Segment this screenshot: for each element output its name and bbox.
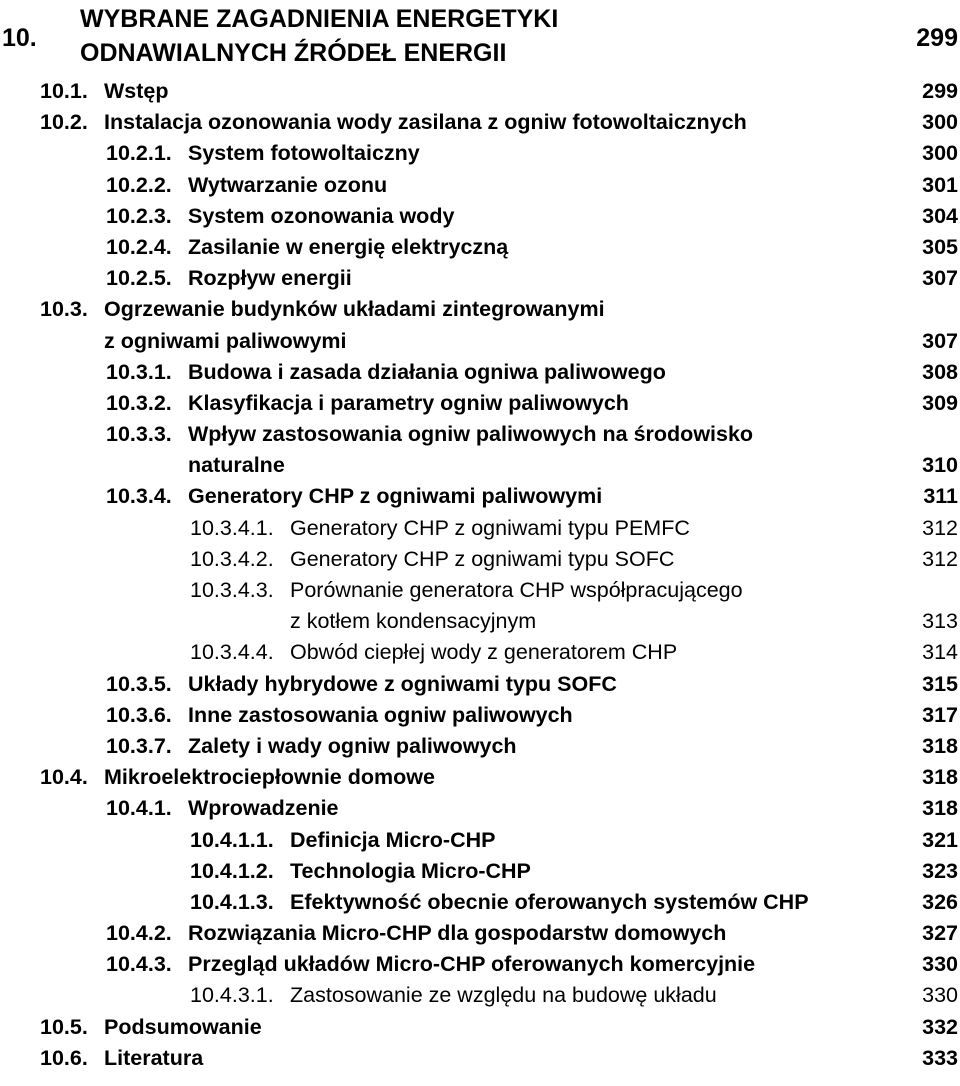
toc-entry-10-3[interactable] — [0, 294, 960, 356]
toc-page: 313 — [922, 609, 958, 634]
toc-page: 300 — [922, 141, 958, 166]
toc-number: 10.4.3.1. — [190, 983, 274, 1008]
toc-entry-10-2-4[interactable] — [0, 232, 960, 263]
toc-number: 10.2.4. — [106, 234, 172, 259]
toc-number: 10.3.6. — [106, 702, 172, 727]
toc-title: Rozpływ energii — [188, 266, 352, 291]
toc-title: Literatura — [104, 1045, 204, 1070]
toc-title: Generatory CHP z ogniwami paliwowymi — [188, 484, 603, 509]
toc-title-line-1: Wpływ zastosowania ogniw paliwowych na środowisko — [188, 422, 754, 447]
toc-entry-10-4-3-1[interactable] — [0, 980, 960, 1011]
toc-number: 10.5. — [40, 1014, 88, 1039]
toc-page: 300 — [922, 110, 958, 135]
toc-title: Inne zastosowania ogniw paliwowych — [188, 702, 573, 727]
toc-page: 323 — [922, 858, 958, 883]
toc-page: 326 — [922, 889, 958, 914]
toc-number: 10.3.3. — [106, 422, 172, 447]
toc-number: 10.3.7. — [106, 733, 172, 758]
toc-page: 309 — [922, 390, 958, 415]
toc-number: 10.2.3. — [106, 203, 172, 228]
toc-number: 10.3.5. — [106, 671, 172, 696]
toc-page: 315 — [922, 671, 958, 696]
table-of-contents — [0, 76, 960, 1074]
toc-number: 10.4.2. — [106, 921, 172, 946]
toc-entry-10-3-3[interactable] — [0, 419, 960, 481]
toc-page: 321 — [922, 827, 958, 852]
toc-page: 317 — [922, 702, 958, 727]
chapter-title-line-1: WYBRANE ZAGADNIENIA ENERGETYKI — [80, 5, 559, 33]
toc-page: 311 — [923, 484, 958, 509]
toc-entry-10-2[interactable] — [0, 107, 960, 138]
toc-entry-10-4-3[interactable] — [0, 949, 960, 980]
toc-page: 318 — [922, 796, 958, 821]
toc-title: Definicja Micro-CHP — [290, 827, 496, 852]
toc-title: Efektywność obecnie oferowanych systemów CHP — [290, 889, 809, 914]
toc-title — [290, 575, 743, 637]
toc-entry-10-4[interactable] — [0, 762, 960, 793]
chapter-number: 10. — [2, 24, 37, 52]
toc-title: Układy hybrydowe z ogniwami typu SOFC — [188, 671, 617, 696]
toc-title: Wstęp — [104, 79, 169, 103]
toc-page: 312 — [922, 546, 958, 571]
toc-title: Przegląd układów Micro-CHP oferowanych komercyjnie — [188, 952, 756, 977]
toc-title: Klasyfikacja i parametry ogniw paliwowych — [188, 390, 629, 415]
toc-number: 10.3.4.2. — [190, 546, 274, 571]
toc-page: 301 — [922, 172, 958, 197]
toc-title-line-1: Ogrzewanie budynków układami zintegrowanymi — [104, 297, 605, 322]
toc-page: 330 — [922, 952, 958, 977]
toc-page: 327 — [922, 921, 958, 946]
toc-title-line-2: z kotłem kondensacyjnym — [290, 609, 537, 634]
toc-title: Rozwiązania Micro-CHP dla gospodarstw domowych — [188, 921, 727, 946]
toc-title: Wprowadzenie — [188, 796, 339, 821]
toc-title-line-2: naturalne — [188, 453, 285, 478]
toc-page: 308 — [922, 359, 958, 384]
toc-page: 330 — [922, 983, 958, 1008]
toc-title: Budowa i zasada działania ogniwa paliwowego — [188, 359, 666, 384]
toc-page: 314 — [922, 640, 958, 665]
toc-number: 10.4.1. — [106, 796, 172, 821]
toc-title: System fotowoltaiczny — [188, 141, 420, 166]
toc-entry-10-4-1-1[interactable] — [0, 825, 960, 856]
toc-entry-10-3-4[interactable] — [0, 481, 960, 512]
toc-title — [104, 294, 605, 356]
toc-title: Technologia Micro-CHP — [290, 858, 531, 883]
toc-entry-10-6[interactable] — [0, 1043, 960, 1074]
toc-number: 10.3.4. — [106, 484, 172, 509]
toc-page: 307 — [922, 266, 958, 291]
toc-number: 10.1. — [40, 79, 88, 103]
toc-entry-10-3-4-3[interactable] — [0, 575, 960, 637]
toc-number: 10.6. — [40, 1045, 88, 1070]
toc-entry-10-2-5[interactable] — [0, 263, 960, 294]
toc-entry-10-3-5[interactable] — [0, 669, 960, 700]
toc-number: 10.3.1. — [106, 359, 172, 384]
toc-number: 10.4.3. — [106, 952, 172, 977]
toc-entry-10-3-4-4[interactable] — [0, 637, 960, 668]
toc-page: 332 — [922, 1014, 958, 1039]
toc-entry-10-4-1-2[interactable] — [0, 856, 960, 887]
toc-number: 10.3. — [40, 297, 88, 322]
toc-number: 10.3.2. — [106, 390, 172, 415]
toc-page: 310 — [922, 453, 958, 478]
toc-title: Mikroelektrociepłownie domowe — [104, 765, 435, 790]
toc-number: 10.3.4.1. — [190, 515, 274, 540]
toc-title: System ozonowania wody — [188, 203, 455, 228]
toc-page: 318 — [922, 733, 958, 758]
toc-title: Obwód ciepłej wody z generatorem CHP — [290, 640, 678, 665]
chapter-heading — [0, 0, 960, 76]
chapter-title-line-2: ODNAWIALNYCH ŹRÓDEŁ ENERGII — [80, 39, 507, 67]
toc-page: 307 — [922, 328, 958, 353]
toc-title: Zastosowanie ze względu na budowę układu — [290, 983, 717, 1008]
toc-title: Instalacja ozonowania wody zasilana z ogniw fotowoltaicznych — [104, 110, 747, 135]
toc-number: 10.2.5. — [106, 266, 172, 291]
toc-title-line-2: z ogniwami paliwowymi — [104, 328, 347, 353]
toc-title: Generatory CHP z ogniwami typu PEMFC — [290, 515, 690, 540]
toc-page: 333 — [922, 1045, 958, 1070]
toc-title — [188, 419, 753, 481]
toc-title: Generatory CHP z ogniwami typu SOFC — [290, 546, 675, 571]
toc-entry-10-2-3[interactable] — [0, 201, 960, 232]
chapter-page-number: 299 — [916, 24, 958, 52]
toc-title: Podsumowanie — [104, 1014, 262, 1039]
toc-number: 10.4. — [40, 765, 88, 790]
toc-entry-10-2-2[interactable] — [0, 170, 960, 201]
toc-page: 299 — [922, 78, 958, 103]
toc-page: 304 — [922, 203, 958, 228]
toc-entry-10-1[interactable] — [0, 76, 960, 107]
toc-title: Zasilanie w energię elektryczną — [188, 234, 509, 259]
toc-entry-10-3-4-1[interactable] — [0, 513, 960, 544]
toc-number: 10.3.4.3. — [190, 578, 274, 603]
toc-title: Zalety i wady ogniw paliwowych — [188, 733, 517, 758]
toc-entry-10-4-1-3[interactable] — [0, 887, 960, 918]
toc-entry-10-3-6[interactable] — [0, 700, 960, 731]
toc-page: 305 — [922, 234, 958, 259]
toc-number: 10.4.1.3. — [190, 889, 274, 914]
toc-page: 318 — [922, 765, 958, 790]
toc-entry-10-3-2[interactable] — [0, 388, 960, 419]
toc-entry-10-3-7[interactable] — [0, 731, 960, 762]
toc-page: 312 — [922, 515, 958, 540]
chapter-title — [80, 2, 558, 70]
toc-entry-10-4-2[interactable] — [0, 918, 960, 949]
toc-entry-10-3-4-2[interactable] — [0, 544, 960, 575]
toc-entry-10-5[interactable] — [0, 1012, 960, 1043]
toc-entry-10-2-1[interactable] — [0, 138, 960, 169]
toc-number: 10.2. — [40, 110, 88, 135]
toc-title: Wytwarzanie ozonu — [188, 172, 388, 197]
toc-number: 10.2.2. — [106, 172, 172, 197]
toc-number: 10.2.1. — [106, 141, 172, 166]
toc-entry-10-4-1[interactable] — [0, 793, 960, 824]
toc-entry-10-3-1[interactable] — [0, 357, 960, 388]
toc-number: 10.4.1.2. — [190, 858, 274, 883]
toc-title-line-1: Porównanie generatora CHP współpracującego — [290, 578, 743, 603]
toc-number: 10.3.4.4. — [190, 640, 274, 665]
toc-number: 10.4.1.1. — [190, 827, 274, 852]
